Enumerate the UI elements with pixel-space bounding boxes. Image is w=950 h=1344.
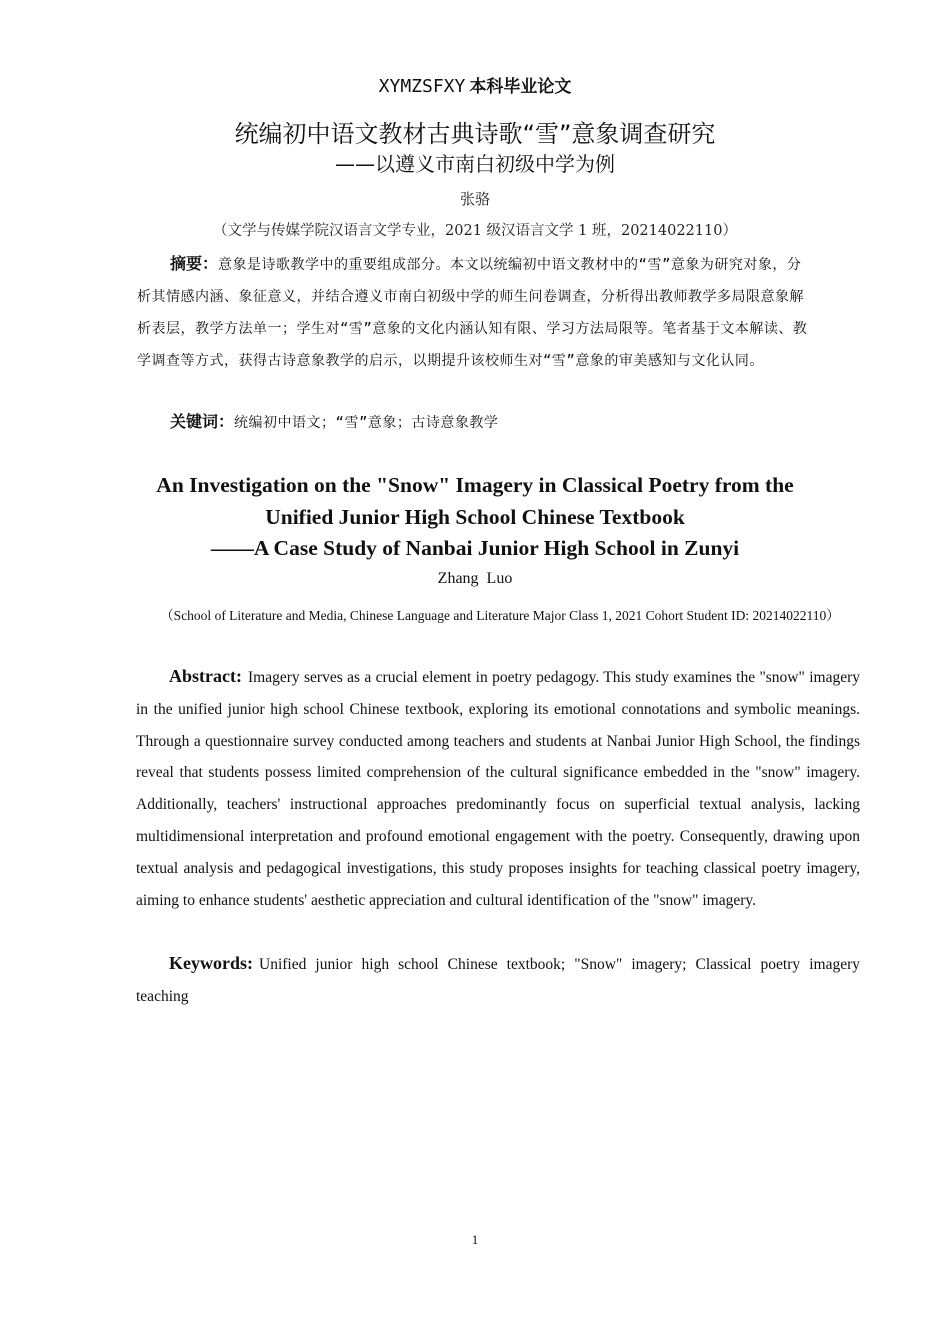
english-abstract-text: Imagery serves as a crucial element in poetry pedagogy. This study examines the "snow" imagery in the unified junior high school Chinese textbook, exploring its emotional connotations and symbolic meanings. Through a questionnaire survey conducted among teachers and students at Nanbai Junior High School, the findings reveal that students possess limited comprehension of the cultural significance embedded in the "snow" imagery. Additionally, teachers' instructional approaches predominantly focus on superficial textual analysis, lacking multidimensional interpretation and profound emotional engagement with the poetry. Consequently, drawing upon textual analysis and pedagogical investigations, this study proposes insights for teaching classical poetry imagery, aiming to enhance students' aesthetic appreciation and cultural identification of the "snow" imagery.: [136, 669, 860, 909]
english-abstract-label: Abstract:: [169, 666, 242, 686]
english-keywords-label: Keywords:: [169, 953, 253, 973]
chinese-keywords-label: 关键词：: [170, 412, 235, 431]
chinese-author: 张骆: [459, 190, 490, 208]
chinese-subtitle: ——以遵义市南白初级中学为例: [335, 152, 615, 176]
english-author: Zhang Luo: [437, 570, 513, 587]
english-keywords: [136, 948, 860, 1013]
chinese-abstract-label: 摘要：: [170, 254, 219, 273]
english-title: [100, 470, 850, 565]
thesis-type-label: 本科毕业论文: [469, 77, 572, 97]
english-title-line-2: Unified Junior High School Chinese Textbook: [265, 504, 685, 529]
chinese-abstract: [137, 248, 815, 377]
chinese-title: 统编初中语文教材古典诗歌“雪”意象调查研究: [234, 120, 716, 148]
chinese-keywords: [137, 406, 815, 439]
english-keywords-text: Unified junior high school Chinese textbook; "Snow" imagery; Classical poetry imagery teaching: [136, 956, 860, 1005]
english-title-line-1: An Investigation on the "Snow" Imagery in Classical Poetry from the: [156, 473, 794, 497]
chinese-affiliation: （文学与传媒学院汉语言文学专业，2021 级汉语言文学 1 班，20214022110）: [213, 223, 737, 239]
english-abstract: [136, 661, 860, 916]
thesis-header: [0, 72, 950, 98]
school-code: XYMZSFXY: [378, 76, 466, 97]
chinese-keywords-text: 统编初中语文；“雪”意象；古诗意象教学: [234, 415, 499, 431]
chinese-abstract-text: 意象是诗歌教学中的重要组成部分。本文以统编初中语文教材中的“雪”意象为研究对象，分析其情感内涵、象征意义，并结合遵义市南白初级中学的师生问卷调查，分析得出教师教学多局限意象解析表层，教学方法单一；学生对“雪”意象的文化内涵认知有限、学习方法局限等。笔者基于文本解读、教学调查等方式，获得古诗意象教学的启示，以期提升该校师生对“雪”意象的审美感知与文化认同。: [137, 257, 808, 369]
page-number: 1: [471, 1232, 479, 1247]
english-title-line-3: ——A Case Study of Nanbai Junior High School in Zunyi: [210, 536, 740, 560]
english-affiliation: （School of Literature and Media, Chinese Language and Literature Major Class 1, 2021 Cohort Student ID: 20214022110）: [160, 608, 840, 623]
